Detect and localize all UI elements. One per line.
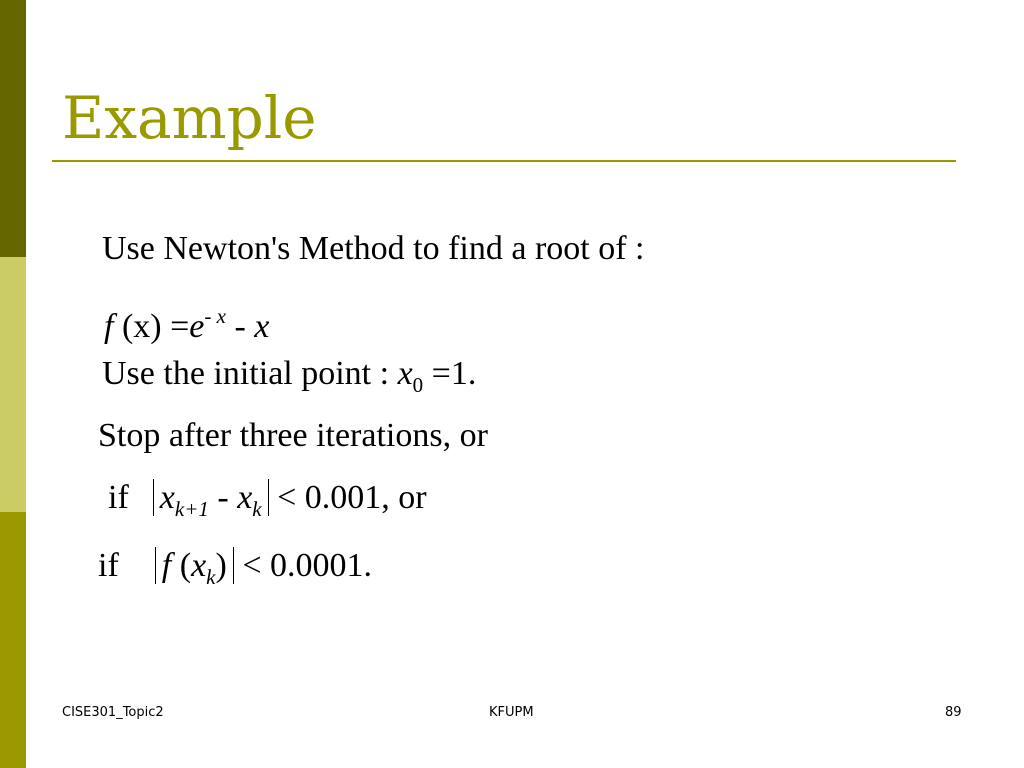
- close-paren: ): [215, 547, 227, 584]
- decor-bar-bottom: [0, 512, 26, 768]
- if-keyword: if: [108, 479, 129, 516]
- exp-base: e: [189, 308, 205, 345]
- if-keyword: if: [98, 547, 119, 584]
- decor-bar-top: [0, 0, 26, 257]
- stop-condition-text: Stop after three iterations, or: [98, 417, 488, 454]
- subscript-k: k: [206, 565, 216, 589]
- line-use-newton-text: Use Newton's Method to find a root of :: [102, 230, 645, 267]
- initial-value: =1.: [423, 355, 477, 392]
- var-xk: x: [237, 479, 253, 516]
- abs-difference: [153, 479, 269, 521]
- line-use-newton: [102, 229, 645, 269]
- func-arg: (x): [113, 308, 171, 345]
- var-xk: x: [191, 547, 207, 584]
- minus-sign: -: [225, 308, 255, 345]
- line-stop-condition: [98, 416, 488, 456]
- subscript-k: k: [252, 497, 262, 521]
- slide-title: Example: [62, 84, 317, 152]
- var-x0: x: [397, 355, 413, 392]
- abs-function-value: [155, 547, 234, 589]
- footer-page-number: 89: [945, 705, 962, 720]
- var-xk1: x: [159, 479, 175, 516]
- footer-institution: KFUPM: [489, 705, 534, 720]
- function-tolerance-value: < 0.0001.: [233, 547, 372, 584]
- line-step-tolerance: [108, 478, 427, 529]
- title-underline: [52, 160, 956, 162]
- open-paren: (: [171, 547, 192, 584]
- line-initial-point: [102, 354, 476, 405]
- minus-sign: -: [208, 479, 238, 516]
- footer-course: CISE301_Topic2: [62, 705, 164, 720]
- subscript-k-plus-1: k+1: [174, 497, 209, 521]
- subscript-0: 0: [412, 373, 424, 397]
- exponent: - x: [204, 304, 226, 328]
- func-f: f: [161, 547, 172, 584]
- line-function-definition: [104, 296, 269, 347]
- initial-point-text: Use the initial point :: [102, 355, 398, 392]
- var-x: x: [254, 308, 270, 345]
- func-f: f: [104, 308, 114, 345]
- equals-sign: =: [170, 308, 190, 345]
- decor-bar-middle: [0, 257, 26, 512]
- step-tolerance-value: < 0.001, or: [268, 479, 427, 516]
- line-function-tolerance: [98, 546, 372, 597]
